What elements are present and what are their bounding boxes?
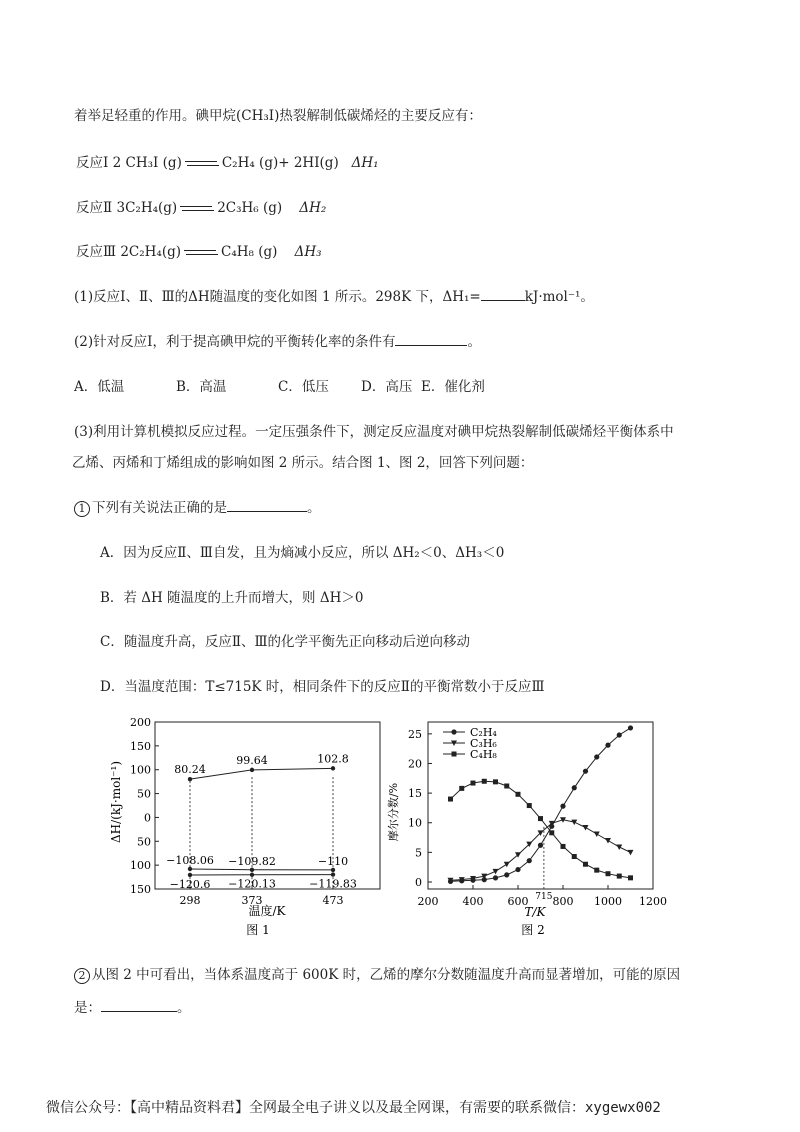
figure-2-point-c3h6 xyxy=(628,850,634,856)
figure-1-data-label: 99.64 xyxy=(236,753,268,767)
option-d[interactable]: D．高压 xyxy=(361,379,413,395)
equilibrium-arrow-icon xyxy=(184,248,218,258)
figure-1-ytick-label: 150 xyxy=(130,883,151,896)
reaction-dh: ΔH₁ xyxy=(351,155,379,171)
figure-2-point-c2h4 xyxy=(594,754,599,759)
answer-blank[interactable] xyxy=(481,288,525,301)
question-3-line2: 乙烯、丙烯和丁烯组成的影响如图 2 所示。结合图 1、图 2，回答下列问题： xyxy=(72,455,534,471)
figure-2-xtick-label: 400 xyxy=(462,895,484,908)
figure-1-series-line xyxy=(190,768,333,779)
figure-1-data-label: −120.13 xyxy=(228,877,276,891)
reaction-2 xyxy=(76,196,326,216)
figure-2-point-c2h4 xyxy=(560,804,565,809)
figure-1-ytick-label: 50 xyxy=(137,787,151,801)
figure-1-point xyxy=(331,766,335,770)
figure-2-point-c2h4 xyxy=(504,872,509,877)
figure-2-point-c2h4 xyxy=(493,875,498,880)
figure-2-ytick-label: 25 xyxy=(408,727,422,741)
figure-1-ylabel: ΔH/(kJ·mol⁻¹) xyxy=(109,760,123,844)
figure-2-point-c4h8 xyxy=(594,868,599,873)
figure-2-annotation: 715 xyxy=(535,892,553,902)
figure-1-data-label: 80.24 xyxy=(174,763,206,777)
figure-1-ytick-label: 0 xyxy=(144,811,151,825)
figure-2-point-c4h8 xyxy=(448,797,453,802)
reaction-3 xyxy=(76,240,322,260)
figure-2-point-c2h4 xyxy=(583,769,588,774)
question-1-unit: kJ·mol⁻¹。 xyxy=(524,289,594,305)
figure-1-xlabel: 温度/K xyxy=(248,904,286,918)
question-3-line1: (3)利用计算机模拟反应过程。一定压强条件下，测定反应温度对碘甲烷热裂解制低碳烯烃平衡体系中 xyxy=(74,424,674,440)
figure-2-xtick-label: 1000 xyxy=(594,895,622,908)
intro-text: 着举足轻重的作用。碘甲烷(CH₃I)热裂解制低碳烯烃的主要反应有： xyxy=(74,108,482,124)
figure-2-point-c3h6 xyxy=(504,862,510,868)
figure-2-point-c2h4 xyxy=(617,732,622,737)
figure-2-legend-label: C₄H₈ xyxy=(470,748,497,761)
figure-2-ytick-label: 0 xyxy=(415,876,422,889)
sub-question-2-text: 从图 2 中可看出，当体系温度高于 600K 时，乙烯的摩尔分数随温度升高而显著增加，可能的原因 xyxy=(92,967,681,983)
answer-blank[interactable] xyxy=(395,333,467,346)
figure-2-point-c2h4 xyxy=(628,725,633,730)
reaction-dh: ΔH₂ xyxy=(299,200,327,216)
figure-1-point xyxy=(250,768,254,772)
sub-question-2 xyxy=(74,963,680,984)
figure-2-point-c3h6 xyxy=(605,838,611,844)
figure-2-point-c4h8 xyxy=(606,871,611,876)
question-2-options xyxy=(74,375,485,395)
figure-1-point xyxy=(188,873,192,877)
reaction-lhs: 2 CH₃I (g) xyxy=(112,155,182,171)
figure-2-caption: 图 2 xyxy=(521,923,545,937)
figure-2-point-c2h4 xyxy=(572,785,577,790)
figure-1-data-label: −109.82 xyxy=(228,854,276,868)
footer-watermark xyxy=(46,1097,661,1117)
figure-1-xtick-label: 373 xyxy=(241,894,263,907)
figure-2-point-c2h4 xyxy=(605,743,610,748)
figure-1-ytick-label: 100 xyxy=(130,763,151,777)
footer-text: 微信公众号：【高中精品资料君】全网最全电子讲义以及最全网课，有需要的联系微信： xyxy=(46,1100,585,1116)
figure-1-ytick-label: 100 xyxy=(130,859,151,873)
circled-number: 1 xyxy=(74,501,90,517)
question-1-text: (1)反应Ⅰ、Ⅱ、Ⅲ的ΔH随温度的变化如图 1 所示。298K 下，ΔH₁= xyxy=(74,289,481,305)
reaction-label: 反应Ⅱ xyxy=(76,200,113,216)
option-b[interactable]: B．若 ΔH 随温度的上升而增大，则 ΔH＞0 xyxy=(100,590,364,606)
figure-2-point-c3h6 xyxy=(616,845,622,851)
sub-question-2-label: 是： xyxy=(74,1000,101,1016)
question-1 xyxy=(74,285,594,305)
question-2-text: (2)针对反应Ⅰ，利于提高碘甲烷的平衡转化率的条件有 xyxy=(74,334,396,350)
reaction-rhs: C₂H₄ (g)+ 2HI(g) xyxy=(221,155,339,171)
figure-2-ytick-label: 20 xyxy=(408,757,422,771)
figure-2-point-c4h8 xyxy=(561,844,566,849)
figure-2-legend-label: C₂H₄ xyxy=(470,726,497,739)
sub-question-2-line2 xyxy=(74,996,191,1016)
figure-2-point-c4h8 xyxy=(493,779,498,784)
option-e[interactable]: E．催化剂 xyxy=(421,379,485,395)
reaction-1 xyxy=(76,151,379,171)
figure-1-point xyxy=(331,868,335,872)
figure-2-chart xyxy=(385,712,675,942)
figure-2-xtick-label: 200 xyxy=(417,895,439,908)
figure-2-point-c4h8 xyxy=(538,816,543,821)
figure-2-point-c2h4 xyxy=(538,843,543,848)
sub-question-2-end: 。 xyxy=(177,1000,191,1016)
figure-2-series-line xyxy=(451,781,631,878)
figure-1-point xyxy=(250,873,254,877)
figure-2-xlabel: T/K xyxy=(524,905,546,919)
reaction-lhs: 2C₂H₄(g) xyxy=(120,244,182,260)
figure-2-ytick-label: 10 xyxy=(408,816,422,830)
figure-1-point xyxy=(188,867,192,871)
figure-2-point-c3h6 xyxy=(583,825,589,831)
figure-2-point-c3h6 xyxy=(493,869,499,875)
figure-2-point-c4h8 xyxy=(617,874,622,879)
option-c[interactable]: C．低压 xyxy=(278,379,329,395)
figure-1-data-label: 102.8 xyxy=(317,752,349,766)
figure-1-ytick-label: 150 xyxy=(130,739,151,753)
figure-2-point-c4h8 xyxy=(549,830,554,835)
figure-1-data-label: −108.06 xyxy=(166,853,214,867)
figure-2-point-c2h4 xyxy=(527,858,532,863)
figure-1-data-label: −110 xyxy=(317,854,349,868)
reaction-rhs: C₄H₈ (g) xyxy=(221,244,278,260)
figure-1-xtick-label: 298 xyxy=(179,894,201,907)
figure-1-series-line xyxy=(190,869,333,870)
figure-2-ytick-label: 15 xyxy=(408,787,422,801)
sub-question-1-end: 。 xyxy=(307,500,321,516)
figure-2-legend-marker xyxy=(452,752,457,757)
figure-2-point-c4h8 xyxy=(572,854,577,859)
reaction-dh: ΔH₃ xyxy=(294,244,322,260)
figure-2-point-c3h6 xyxy=(594,832,600,838)
figure-2-xtick-label: 800 xyxy=(552,895,574,908)
equilibrium-arrow-icon xyxy=(185,159,219,169)
figure-1-chart xyxy=(100,712,400,942)
reaction-rhs: 2C₃H₆ (g) xyxy=(217,200,283,216)
figure-2-series-line xyxy=(451,820,631,880)
reaction-label: 反应Ⅲ xyxy=(76,244,117,260)
figure-2-point-c4h8 xyxy=(516,792,521,797)
reaction-lhs: 3C₂H₄(g) xyxy=(116,200,178,216)
figure-2-xtick-label: 1200 xyxy=(639,895,667,908)
figure-1-ytick-label: 50 xyxy=(137,835,151,849)
figure-2-point-c4h8 xyxy=(471,781,476,786)
option-c[interactable]: C．随温度升高，反应Ⅱ、Ⅲ的化学平衡先正向移动后逆向移动 xyxy=(100,634,471,650)
figure-1-point xyxy=(250,868,254,872)
answer-blank[interactable] xyxy=(227,499,307,512)
figure-2-xtick-label: 600 xyxy=(507,895,529,908)
figure-1-point xyxy=(331,872,335,876)
footer-wechat-id: xygewx002 xyxy=(585,1100,661,1116)
option-b[interactable]: B．高温 xyxy=(176,379,227,395)
figure-1-point xyxy=(188,777,192,781)
figure-2-point-c4h8 xyxy=(482,779,487,784)
option-a[interactable]: A．因为反应Ⅱ、Ⅲ自发，且为熵减小反应，所以 ΔH₂＜0、ΔH₃＜0 xyxy=(100,545,505,561)
figure-2-ylabel: 摩尔分数/% xyxy=(387,782,400,842)
figure-2-point-c4h8 xyxy=(628,875,633,880)
figure-1-caption: 图 1 xyxy=(246,923,270,937)
figure-2-legend-marker xyxy=(451,729,456,734)
option-d[interactable]: D．当温度范围：T≤715K 时，相同条件下的反应Ⅱ的平衡常数小于反应Ⅲ xyxy=(100,679,545,695)
figure-2-point-c2h4 xyxy=(515,867,520,872)
reaction-label: 反应Ⅰ xyxy=(76,155,109,171)
option-a[interactable]: A．低温 xyxy=(74,379,125,395)
figure-2-point-c4h8 xyxy=(583,862,588,867)
sub-question-1-text: 下列有关说法正确的是 xyxy=(92,500,227,516)
figure-1-xtick-label: 473 xyxy=(322,894,344,907)
figure-2-ytick-label: 5 xyxy=(415,846,422,860)
answer-blank[interactable] xyxy=(101,999,177,1012)
figure-1-ytick-label: 200 xyxy=(130,716,151,729)
sub-question-1 xyxy=(74,496,321,517)
figure-1-data-label: −119.83 xyxy=(309,877,357,891)
figure-2-point-c4h8 xyxy=(527,803,532,808)
question-2 xyxy=(74,330,481,350)
figure-2-legend-label: C₃H₆ xyxy=(470,737,497,750)
circled-number: 2 xyxy=(74,968,90,984)
equilibrium-arrow-icon xyxy=(180,204,214,214)
figure-2-point-c3h6 xyxy=(571,820,577,826)
figure-1-data-label: −120.6 xyxy=(169,877,211,891)
figure-2-point-c4h8 xyxy=(504,784,509,789)
figure-2-point-c4h8 xyxy=(459,786,464,791)
figure-2-plot-frame xyxy=(428,722,653,889)
question-2-end: 。 xyxy=(467,334,481,350)
